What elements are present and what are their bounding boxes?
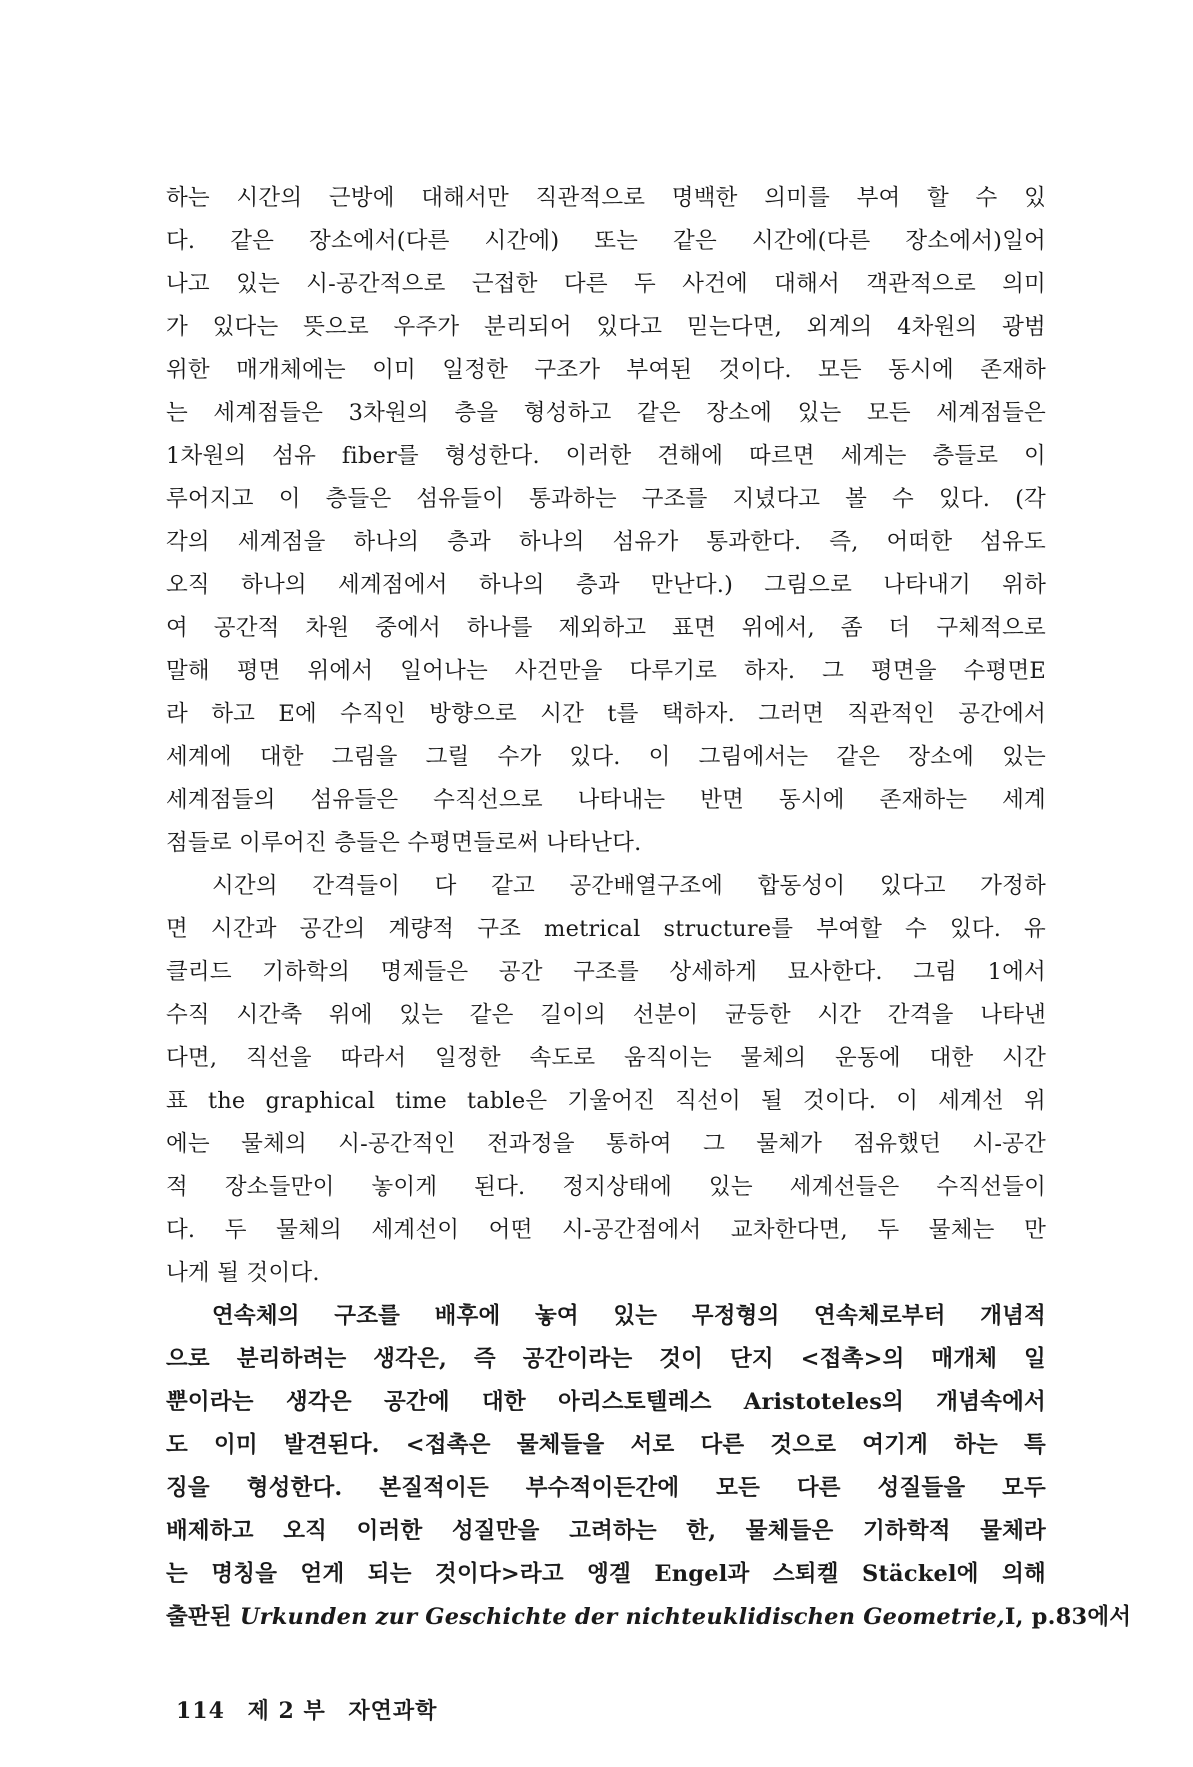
text-line: 는 명칭을 얻게 되는 것이다>라고 엥겔 Engel과 스퇴켈 Stäckel에 의해 bbox=[166, 1561, 1046, 1587]
text-line: 수직 시간축 위에 있는 같은 길이의 선분이 균등한 시간 간격을 나타낸 bbox=[166, 1002, 1046, 1028]
paragraph-start-line: 연속체의 구조를 배후에 놓여 있는 무정형의 연속체로부터 개념적 bbox=[212, 1303, 1046, 1329]
text-line: 으로 분리하려는 생각은, 즉 공간이라는 것이 단지 <접촉>의 매개체 일 bbox=[166, 1346, 1046, 1372]
text-line: 오직 하나의 세계점에서 하나의 층과 만난다.) 그림으로 나타내기 위하 bbox=[166, 572, 1046, 598]
text-line: 징을 형성한다. 본질적이든 부수적이든간에 모든 다른 성질들을 모두 bbox=[166, 1475, 1046, 1501]
paragraph-start-line: 시간의 간격들이 다 같고 공간배열구조에 합동성이 있다고 가정하 bbox=[212, 873, 1046, 899]
text-line: 위한 매개체에는 이미 일정한 구조가 부여된 것이다. 모든 동시에 존재하 bbox=[166, 357, 1046, 383]
text-line: 루어지고 이 층들은 섬유들이 통과하는 구조를 지녔다고 볼 수 있다. (각 bbox=[166, 486, 1046, 512]
page-number: 114 bbox=[176, 1698, 225, 1724]
text-line: 말해 평면 위에서 일어나는 사건만을 다루기로 하자. 그 평면을 수평면E bbox=[166, 658, 1046, 684]
book-title: Urkunden zur Geschichte der nichteuklidischen Geometrie, bbox=[239, 1604, 1005, 1630]
paragraph-end-line: 점들로 이루어진 층들은 수평면들로써 나타난다. bbox=[166, 830, 642, 856]
text-line: 는 세계점들은 3차원의 층을 형성하고 같은 장소에 있는 모든 세계점들은 bbox=[166, 400, 1046, 426]
text-line: 세계점들의 섬유들은 수직선으로 나타내는 반면 동시에 존재하는 세계 bbox=[166, 787, 1046, 813]
text-line: 면 시간과 공간의 계량적 구조 metrical structure를 부여할 수 있다. 유 bbox=[166, 916, 1046, 942]
paragraph-end-line: 나게 될 것이다. bbox=[166, 1260, 320, 1286]
text-line: 나고 있는 시-공간적으로 근접한 다른 두 사건에 대해서 객관적으로 의미 bbox=[166, 271, 1046, 297]
citation-suffix: I, p.83에서 bbox=[1004, 1604, 1132, 1630]
text-line: 배제하고 오직 이러한 성질만을 고려하는 한, 물체들은 기하학적 물체라 bbox=[166, 1518, 1046, 1544]
section-label: 자연과학 bbox=[348, 1698, 438, 1724]
text-line: 다면, 직선을 따라서 일정한 속도로 움직이는 물체의 운동에 대한 시간 bbox=[166, 1045, 1046, 1071]
text-line: 뿐이라는 생각은 공간에 대한 아리스토텔레스 Aristoteles의 개념속에서 bbox=[166, 1389, 1046, 1415]
part-label: 제 2 부 bbox=[247, 1698, 326, 1724]
text-line: 다. 두 물체의 세계선이 어떤 시-공간점에서 교차한다면, 두 물체는 만 bbox=[166, 1217, 1046, 1243]
citation-prefix: 출판된 bbox=[166, 1604, 232, 1630]
page-footer bbox=[176, 1694, 451, 1725]
text-line: 1차원의 섬유 fiber를 형성한다. 이러한 견해에 따르면 세계는 층들로 이 bbox=[166, 443, 1046, 469]
text-line: 표 the graphical time table은 기울어진 직선이 될 것이다. 이 세계선 위 bbox=[166, 1088, 1046, 1114]
text-line: 세계에 대한 그림을 그릴 수가 있다. 이 그림에서는 같은 장소에 있는 bbox=[166, 744, 1046, 770]
text-line: 적 장소들만이 놓이게 된다. 정지상태에 있는 세계선들은 수직선들이 bbox=[166, 1174, 1046, 1200]
text-line: 각의 세계점을 하나의 층과 하나의 섬유가 통과한다. 즉, 어떠한 섬유도 bbox=[166, 529, 1046, 555]
text-line: 클리드 기하학의 명제들은 공간 구조를 상세하게 묘사한다. 그림 1에서 bbox=[166, 959, 1046, 985]
text-line: 도 이미 발견된다. <접촉은 물체들을 서로 다른 것으로 여기게 하는 특 bbox=[166, 1432, 1046, 1458]
text-line: 하는 시간의 근방에 대해서만 직관적으로 명백한 의미를 부여 할 수 있 bbox=[166, 185, 1046, 211]
text-line: 다. 같은 장소에서(다른 시간에) 또는 같은 시간에(다른 장소에서)일어 bbox=[166, 228, 1046, 254]
text-line: 에는 물체의 시-공간적인 전과정을 통하여 그 물체가 점유했던 시-공간 bbox=[166, 1131, 1046, 1157]
body-text bbox=[166, 177, 1132, 1639]
citation-line bbox=[166, 1596, 1132, 1639]
text-line: 라 하고 E에 수직인 방향으로 시간 t를 택하자. 그러면 직관적인 공간에서 bbox=[166, 701, 1046, 727]
text-line: 여 공간적 차원 중에서 하나를 제외하고 표면 위에서, 좀 더 구체적으로 bbox=[166, 615, 1046, 641]
text-line: 가 있다는 뜻으로 우주가 분리되어 있다고 믿는다면, 외계의 4차원의 광범 bbox=[166, 314, 1046, 340]
